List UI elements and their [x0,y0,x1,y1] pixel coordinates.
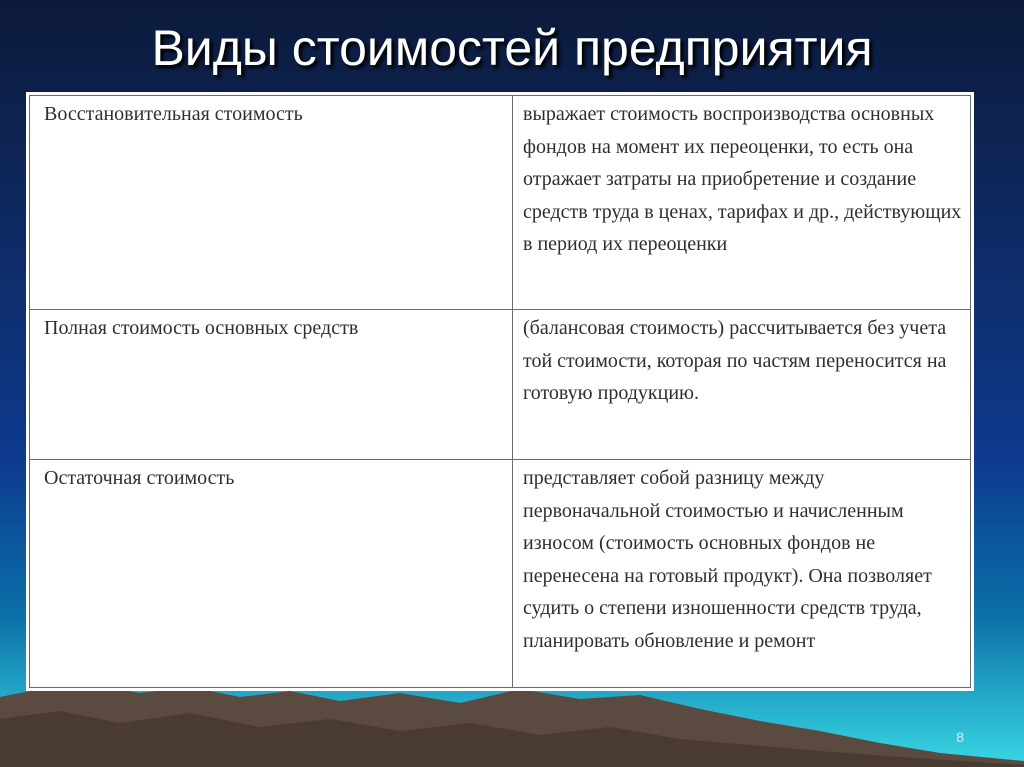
description-cell: представляет собой разницу между первоначальной стоимостью и начисленным износом (стоимость основных фондов не перенесена на готовый продукт). Она позволяет судить о степени изношенности средств труда, планировать обновление и ремонт [513,460,971,688]
table-row [30,460,971,688]
table-row [30,96,971,310]
term-cell: Остаточная стоимость [30,460,513,688]
table-row [30,310,971,460]
term-cell: Полная стоимость основных средств [30,310,513,460]
description-cell: выражает стоимость воспроизводства основных фондов на момент их переоценки, то есть она отражает затраты на приобретение и создание средств труда в ценах, тарифах и др., действующих в период их переоценки [513,96,971,310]
page-number: 8 [956,729,964,745]
slide-title: Виды стоимостей предприятия [151,20,873,76]
description-cell: (балансовая стоимость) рассчитывается без учета той стоимости, которая по частям переносится на готовую продукцию. [513,310,971,460]
value-types-table [29,95,971,688]
table-frame [26,92,974,691]
term-cell: Восстановительная стоимость [30,96,513,310]
